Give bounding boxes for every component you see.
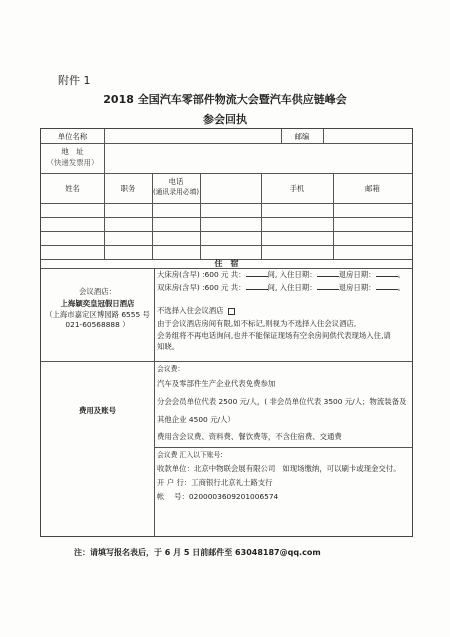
fees-label: 费用及账号 [79,406,116,415]
col-position: 职务 [120,184,136,193]
account-payee-row [157,464,415,474]
fees-line2: 分会会员单位代表 2500 元/人，( 非会员单位代表 3500 元/人；物流装备及 [157,397,407,406]
footer-note: 注：请填写报名表后，于 6 月 5 日前邮件至 63048187@qq.com [74,548,321,557]
address-label: 地 址 [61,147,84,156]
fees-line1: 汽车及零部件生产企业代表免费参加 [157,379,276,388]
account-payee-note: 如现场缴纳，可以刷卡或现金交付。 [282,464,401,473]
twin-checkin[interactable] [317,289,339,290]
document-subtitle: 参会回执 [203,113,247,126]
account-bank: 开 户 行：工商银行北京礼士路支行 [157,478,273,487]
twin-end: 。 [397,283,405,292]
no-hotel-line3: 知晓。 [157,342,180,351]
no-hotel-title: 不选择入住会议酒店 [157,306,224,315]
twin-room-row [157,283,415,293]
col-phone: 电话 [168,177,184,186]
fees-line3: 其他企业 4500 元/人） [157,415,235,424]
col-email: 邮箱 [365,184,380,193]
king-room-label: 大床房(含早) :600 元 共： [157,270,246,279]
registration-form [40,128,413,537]
address-note: （快递发票用） [46,158,99,167]
hotel-label: 会议酒店： [79,287,116,296]
hotel-name: 上海颖奕皇冠假日酒店 [60,299,135,308]
king-room-row [157,270,415,280]
postcode-label: 邮编 [294,132,310,141]
king-checkout[interactable] [376,276,398,277]
king-room-count[interactable] [246,276,268,277]
king-checkout-label: 退房日期： [338,270,376,279]
account-number: 帐 号：0200003609201006574 [157,492,279,501]
account-payee: 收款单位：北京中物联会展有限公司 [157,464,276,473]
col-mobile: 手机 [289,184,305,193]
no-hotel-line2: 会务组将不再电话询问,也并不能保证现场有空余房间供代表现场入住,请 [157,331,391,340]
twin-room-unit: 间, 入住日期： [267,283,317,292]
fees-title: 会议费： [157,365,185,373]
postcode-field[interactable] [324,130,412,142]
king-checkin[interactable] [317,276,339,277]
document-title: 2018 全国汽车零部件物流大会暨汽车供应链峰会 [103,93,347,106]
no-hotel-checkbox[interactable] [228,308,235,315]
address-field[interactable] [105,144,412,172]
col-phone-note: (通讯录用必填) [152,188,200,196]
unit-name-field[interactable] [105,130,280,142]
fees-line4: 费用含会议费、资料费、餐饮费等，不含住宿费、交通费 [157,432,342,441]
twin-checkout[interactable] [376,289,398,290]
twin-checkout-label: 退房日期： [338,283,376,292]
twin-room-label: 双床房(含早) :600 元 共： [157,283,246,292]
king-room-unit: 间, 入住日期： [267,270,317,279]
account-title: 会议费 汇入以下账号: [157,451,223,459]
no-hotel-row [157,306,415,316]
king-end: 。 [397,270,405,279]
attachment-label: 附件 1 [58,74,91,87]
unit-name-label: 单位名称 [57,132,88,141]
twin-room-count[interactable] [246,289,268,290]
no-hotel-line1: 由于会议酒店房间有限,如不标记,则视为不选择入住会议酒店, [157,319,357,328]
col-name: 姓名 [65,184,80,193]
hotel-address: （上海市嘉定区博园路 6555 号 021-60568888 ） [45,310,150,329]
lodging-header: 住 宿 [214,259,239,268]
